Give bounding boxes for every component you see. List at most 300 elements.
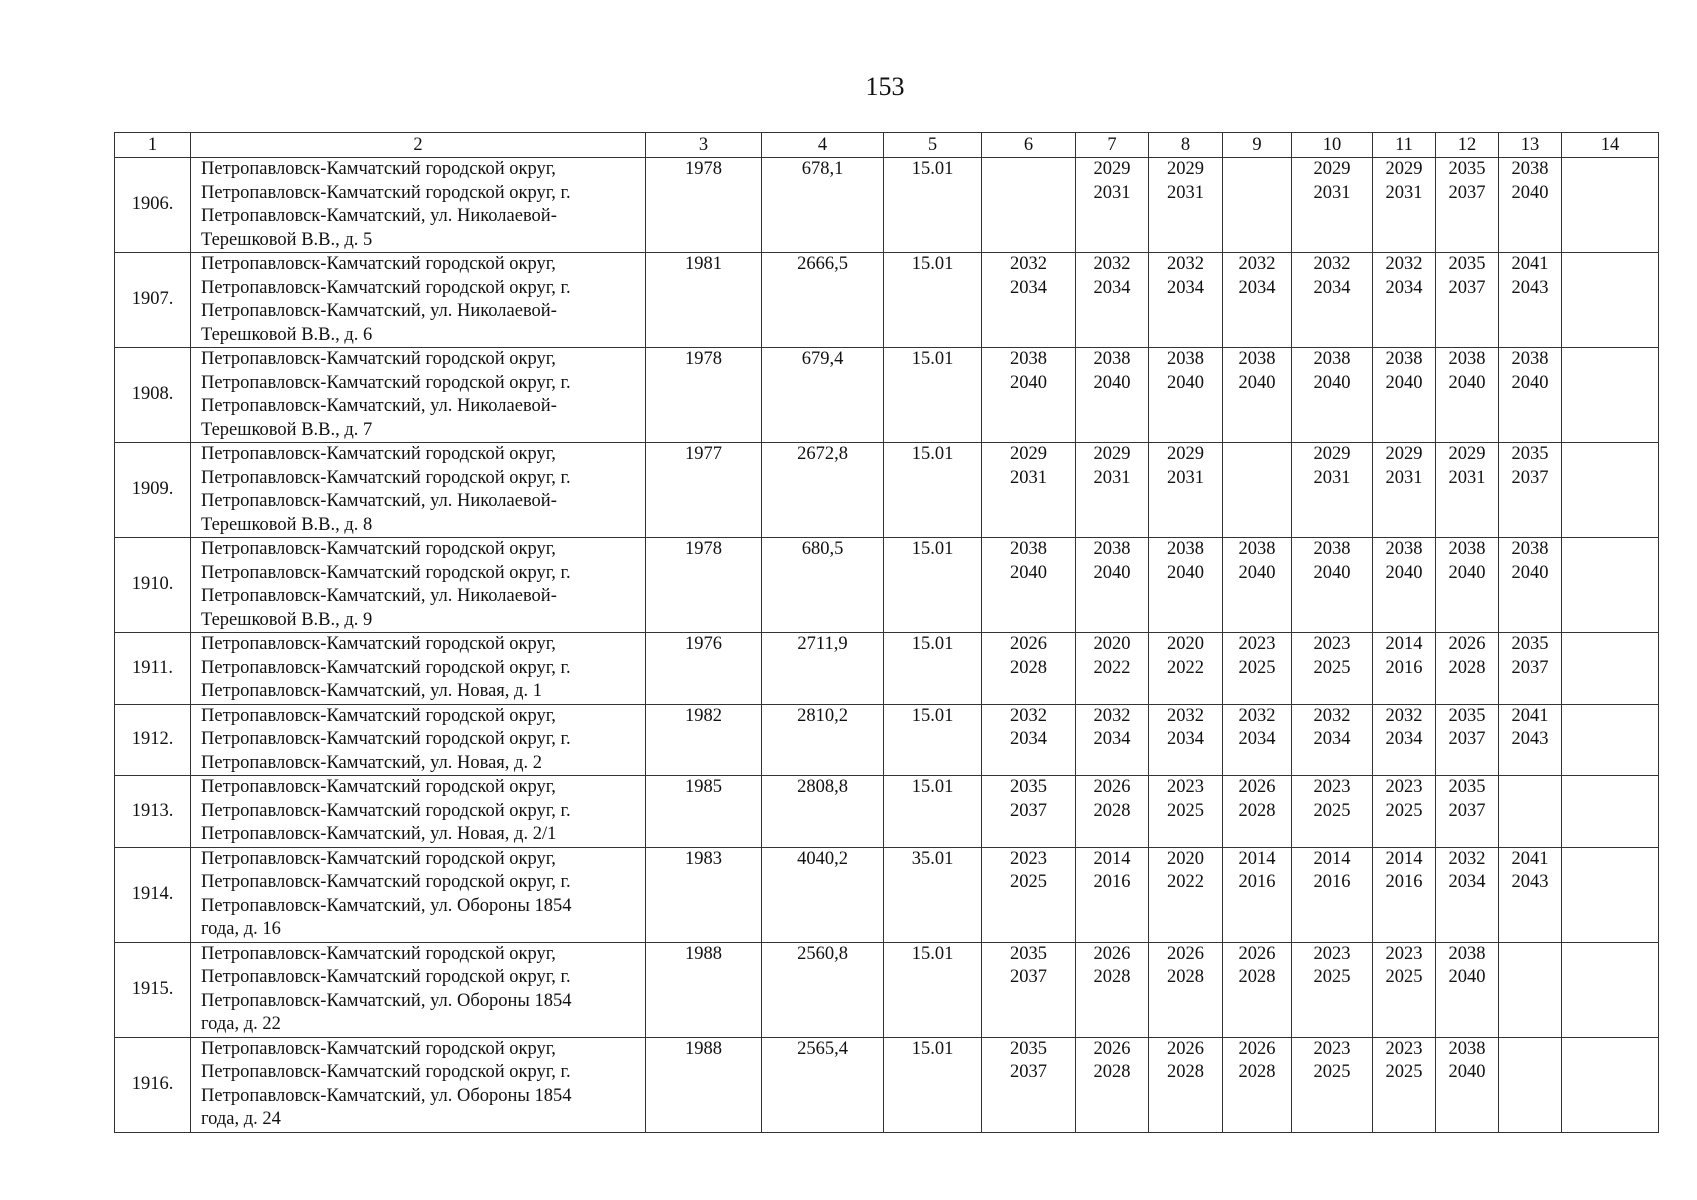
period-year: 2040	[1313, 372, 1351, 393]
period-cell	[1223, 443, 1292, 538]
address-line: Петропавловск-Камчатский городской округ, г.	[201, 1062, 571, 1082]
area-cell: 2808,8	[762, 776, 884, 848]
year-built-cell: 1976	[646, 633, 762, 705]
address-line: Петропавловск-Камчатский, ул. Николаевой-	[201, 491, 557, 511]
address-line: Петропавловск-Камчатский городской округ, г.	[201, 967, 571, 987]
year-built-cell: 1988	[646, 1037, 762, 1132]
column-header: 3	[646, 133, 762, 158]
column-header: 1	[115, 133, 191, 158]
period-year: 2034	[1385, 277, 1423, 298]
period-cell	[1292, 253, 1373, 348]
period-cell	[1436, 158, 1499, 253]
address-line: Петропавловск-Камчатский городской округ, г.	[201, 467, 571, 488]
page-number: 153	[865, 72, 905, 101]
period-year: 2031	[1167, 182, 1204, 203]
period-cell	[982, 776, 1076, 848]
period-cell	[1562, 776, 1659, 848]
area-cell: 2565,4	[762, 1037, 884, 1132]
row-number: 1909.	[115, 443, 191, 538]
period-year: 2038	[1385, 539, 1423, 559]
period-year: 2029	[1093, 444, 1131, 464]
period-cell	[1292, 443, 1373, 538]
period-cell	[1149, 158, 1223, 253]
period-year: 2022	[1093, 657, 1131, 678]
address-line: Петропавловск-Камчатский, ул. Николаевой-	[201, 586, 557, 606]
table-row	[115, 158, 1659, 253]
period-year: 2040	[1010, 562, 1047, 583]
code-cell: 15.01	[884, 1037, 982, 1132]
period-year: 2022	[1167, 872, 1204, 892]
table-body	[115, 158, 1659, 1133]
period-cell	[1499, 348, 1562, 443]
year-built-cell: 1985	[646, 776, 762, 848]
period-cell	[1076, 538, 1149, 633]
period-cell	[1149, 253, 1223, 348]
period-year: 2023	[1167, 777, 1204, 797]
period-year: 2028	[1238, 1062, 1276, 1082]
period-cell	[1499, 942, 1562, 1037]
period-cell	[1562, 443, 1659, 538]
period-year: 2038	[1385, 349, 1423, 369]
period-year: 2040	[1238, 562, 1276, 583]
period-year: 2034	[1313, 729, 1351, 749]
period-cell	[1076, 1037, 1149, 1132]
period-year: 2037	[1511, 467, 1549, 488]
period-cell	[1499, 253, 1562, 348]
period-year: 2040	[1385, 372, 1423, 393]
period-cell	[1562, 633, 1659, 705]
period-year: 2025	[1313, 657, 1351, 678]
period-year: 2020	[1093, 634, 1131, 654]
period-year: 2028	[1010, 657, 1047, 678]
period-year: 2026	[1093, 943, 1131, 964]
period-year: 2025	[1385, 800, 1423, 821]
row-number: 1911.	[115, 633, 191, 705]
period-year: 2028	[1093, 1062, 1131, 1082]
year-built-cell: 1978	[646, 538, 762, 633]
area-cell: 2711,9	[762, 633, 884, 705]
period-cell	[1436, 538, 1499, 633]
period-year: 2023	[1313, 1038, 1351, 1059]
period-cell	[1499, 538, 1562, 633]
period-cell	[1373, 776, 1436, 848]
period-year: 2029	[1167, 159, 1204, 179]
area-cell: 2560,8	[762, 942, 884, 1037]
period-year: 2031	[1385, 182, 1423, 203]
period-year: 2023	[1385, 777, 1423, 797]
period-cell	[1223, 253, 1292, 348]
table-row	[115, 443, 1659, 538]
period-year: 2032	[1385, 254, 1423, 274]
address-line: Петропавловск-Камчатский городской округ, г.	[201, 729, 571, 749]
period-year: 2034	[1093, 729, 1131, 749]
period-cell	[1562, 348, 1659, 443]
period-year: 2034	[1238, 277, 1276, 298]
period-year: 2040	[1010, 372, 1047, 393]
period-year: 2031	[1093, 182, 1131, 203]
period-year: 2025	[1238, 657, 1276, 678]
period-year: 2041	[1511, 848, 1549, 869]
period-year: 2031	[1093, 467, 1131, 488]
period-year: 2034	[1010, 729, 1047, 749]
address-line: Петропавловск-Камчатский городской округ, г.	[201, 800, 571, 821]
period-year: 2032	[1010, 705, 1047, 726]
period-cell	[982, 704, 1076, 776]
period-cell	[1373, 443, 1436, 538]
address-line: Петропавловск-Камчатский городской округ,	[201, 539, 556, 559]
address-cell	[191, 633, 646, 705]
period-year: 2032	[1093, 254, 1131, 274]
period-year: 2038	[1238, 539, 1276, 559]
period-year: 2031	[1313, 467, 1351, 488]
address-cell	[191, 538, 646, 633]
period-cell	[1373, 633, 1436, 705]
address-line: Петропавловск-Камчатский городской округ,	[201, 943, 556, 964]
period-year: 2034	[1093, 277, 1131, 298]
period-year: 2014	[1385, 848, 1423, 869]
period-cell	[1076, 348, 1149, 443]
period-cell	[1562, 704, 1659, 776]
address-line: Петропавловск-Камчатский, ул. Обороны 1854	[201, 990, 572, 1011]
row-number: 1907.	[115, 253, 191, 348]
housing-register-table	[114, 132, 1659, 1133]
address-cell	[191, 704, 646, 776]
code-cell: 15.01	[884, 633, 982, 705]
address-line: Петропавловск-Камчатский городской округ, г.	[201, 562, 571, 583]
period-year: 2016	[1385, 872, 1423, 892]
period-year: 2020	[1167, 634, 1204, 654]
period-year: 2041	[1511, 705, 1549, 726]
table-row	[115, 847, 1659, 942]
year-built-cell: 1982	[646, 704, 762, 776]
address-line: Петропавловск-Камчатский, ул. Николаевой-	[201, 301, 557, 321]
period-year: 2040	[1448, 372, 1486, 393]
period-year: 2025	[1313, 800, 1351, 821]
table-row	[115, 348, 1659, 443]
code-cell: 15.01	[884, 158, 982, 253]
period-cell	[982, 942, 1076, 1037]
period-year: 2037	[1010, 1062, 1047, 1082]
period-year: 2016	[1313, 872, 1351, 892]
period-year: 2038	[1167, 539, 1204, 559]
period-cell	[1562, 158, 1659, 253]
address-line: Терешковой В.В., д. 6	[201, 324, 373, 345]
period-year: 2026	[1167, 1038, 1204, 1059]
period-cell	[1149, 847, 1223, 942]
address-cell	[191, 942, 646, 1037]
period-cell	[1499, 847, 1562, 942]
period-cell	[1436, 443, 1499, 538]
period-year: 2035	[1010, 1038, 1047, 1059]
area-cell: 2810,2	[762, 704, 884, 776]
address-line: Петропавловск-Камчатский городской округ,	[201, 1038, 556, 1059]
period-cell	[1436, 847, 1499, 942]
address-line: Петропавловск-Камчатский, ул. Новая, д. 2/1	[201, 824, 557, 844]
period-year: 2035	[1448, 777, 1486, 797]
address-line: Петропавловск-Камчатский городской округ,	[201, 349, 556, 369]
period-cell	[1292, 538, 1373, 633]
period-cell	[1436, 348, 1499, 443]
period-cell	[1076, 158, 1149, 253]
address-line: Петропавловск-Камчатский городской округ,	[201, 159, 556, 179]
period-year: 2038	[1238, 349, 1276, 369]
period-cell	[1562, 253, 1659, 348]
area-cell: 2672,8	[762, 443, 884, 538]
address-line: Петропавловск-Камчатский городской округ, г.	[201, 277, 571, 298]
address-cell	[191, 348, 646, 443]
period-year: 2031	[1010, 467, 1047, 488]
period-cell	[1223, 704, 1292, 776]
area-cell: 2666,5	[762, 253, 884, 348]
column-header: 14	[1562, 133, 1659, 158]
table-row	[115, 538, 1659, 633]
table-row	[115, 776, 1659, 848]
period-year: 2038	[1448, 1038, 1486, 1059]
address-line: Петропавловск-Камчатский городской округ,	[201, 848, 556, 869]
period-cell	[1436, 942, 1499, 1037]
period-year: 2038	[1010, 539, 1047, 559]
period-cell	[1076, 443, 1149, 538]
period-cell	[982, 633, 1076, 705]
period-year: 2038	[1313, 349, 1351, 369]
period-year: 2028	[1238, 967, 1276, 987]
year-built-cell: 1978	[646, 158, 762, 253]
row-number: 1908.	[115, 348, 191, 443]
period-cell	[1562, 847, 1659, 942]
address-cell	[191, 776, 646, 848]
year-built-cell: 1983	[646, 847, 762, 942]
period-year: 2038	[1093, 349, 1131, 369]
period-year: 2035	[1511, 634, 1549, 654]
period-cell	[1149, 704, 1223, 776]
address-line: Петропавловск-Камчатский, ул. Новая, д. 2	[201, 752, 542, 773]
period-year: 2034	[1238, 729, 1276, 749]
period-year: 2034	[1167, 729, 1204, 749]
year-built-cell: 1988	[646, 942, 762, 1037]
period-cell	[1499, 1037, 1562, 1132]
period-cell	[1223, 847, 1292, 942]
column-header: 8	[1149, 133, 1223, 158]
row-number: 1913.	[115, 776, 191, 848]
code-cell: 15.01	[884, 348, 982, 443]
period-cell	[1373, 253, 1436, 348]
period-year: 2032	[1238, 254, 1276, 274]
address-line: года, д. 22	[201, 1014, 281, 1034]
column-number-header-row	[115, 133, 1659, 158]
period-year: 2025	[1010, 872, 1047, 892]
period-year: 2014	[1238, 848, 1276, 869]
column-header: 10	[1292, 133, 1373, 158]
period-cell	[1292, 704, 1373, 776]
period-year: 2029	[1010, 444, 1047, 464]
period-cell	[982, 1037, 1076, 1132]
column-header: 9	[1223, 133, 1292, 158]
period-cell	[1373, 847, 1436, 942]
address-line: Петропавловск-Камчатский городской округ, г.	[201, 372, 571, 393]
period-cell	[1223, 538, 1292, 633]
address-line: года, д. 16	[201, 919, 281, 939]
address-line: Терешковой В.В., д. 8	[201, 514, 373, 535]
period-year: 2034	[1385, 729, 1423, 749]
period-year: 2035	[1511, 444, 1549, 464]
period-cell	[1373, 942, 1436, 1037]
period-cell	[1562, 1037, 1659, 1132]
period-cell	[1076, 942, 1149, 1037]
address-cell	[191, 1037, 646, 1132]
period-year: 2023	[1238, 634, 1276, 654]
period-year: 2040	[1448, 967, 1486, 987]
address-line: Петропавловск-Камчатский, ул. Новая, д. 1	[201, 681, 542, 701]
year-built-cell: 1981	[646, 253, 762, 348]
address-line: Петропавловск-Камчатский городской округ,	[201, 444, 556, 464]
period-year: 2016	[1238, 872, 1276, 892]
period-cell	[1149, 942, 1223, 1037]
period-cell	[1499, 704, 1562, 776]
code-cell: 15.01	[884, 253, 982, 348]
period-year: 2038	[1010, 349, 1047, 369]
year-built-cell: 1978	[646, 348, 762, 443]
code-cell: 15.01	[884, 942, 982, 1037]
period-year: 2031	[1448, 467, 1486, 488]
period-year: 2026	[1167, 943, 1204, 964]
period-year: 2040	[1448, 562, 1486, 583]
period-year: 2040	[1511, 182, 1549, 203]
period-year: 2023	[1313, 777, 1351, 797]
address-line: Петропавловск-Камчатский, ул. Николаевой-	[201, 206, 557, 226]
code-cell: 15.01	[884, 443, 982, 538]
period-year: 2029	[1093, 159, 1131, 179]
address-line: Петропавловск-Камчатский городской округ, г.	[201, 872, 571, 892]
period-year: 2037	[1010, 800, 1047, 821]
period-year: 2026	[1448, 634, 1486, 654]
period-cell	[1076, 633, 1149, 705]
area-cell: 4040,2	[762, 847, 884, 942]
period-cell	[1149, 1037, 1223, 1132]
period-cell	[982, 443, 1076, 538]
period-year: 2032	[1238, 705, 1276, 726]
period-cell	[1223, 776, 1292, 848]
row-number: 1912.	[115, 704, 191, 776]
address-cell	[191, 158, 646, 253]
area-cell: 678,1	[762, 158, 884, 253]
column-header: 13	[1499, 133, 1562, 158]
period-cell	[1149, 348, 1223, 443]
period-year: 2034	[1010, 277, 1047, 298]
period-year: 2040	[1511, 562, 1549, 583]
period-year: 2032	[1093, 705, 1131, 726]
period-year: 2043	[1511, 872, 1549, 892]
period-year: 2038	[1093, 539, 1131, 559]
period-year: 2022	[1167, 657, 1204, 678]
table-row	[115, 942, 1659, 1037]
column-header: 5	[884, 133, 982, 158]
period-year: 2014	[1313, 848, 1351, 869]
address-line: Петропавловск-Камчатский городской округ,	[201, 777, 556, 797]
period-year: 2034	[1167, 277, 1204, 298]
period-year: 2037	[1448, 182, 1486, 203]
address-line: Петропавловск-Камчатский, ул. Обороны 1854	[201, 1085, 572, 1106]
period-cell	[1149, 633, 1223, 705]
address-cell	[191, 443, 646, 538]
period-cell	[1436, 253, 1499, 348]
period-year: 2026	[1238, 943, 1276, 964]
code-cell: 15.01	[884, 704, 982, 776]
column-header: 4	[762, 133, 884, 158]
period-year: 2034	[1313, 277, 1351, 298]
period-year: 2032	[1010, 254, 1047, 274]
period-year: 2031	[1313, 182, 1351, 203]
period-year: 2038	[1511, 159, 1549, 179]
period-year: 2034	[1448, 872, 1486, 892]
period-year: 2026	[1238, 1038, 1276, 1059]
row-number: 1910.	[115, 538, 191, 633]
period-cell	[1499, 158, 1562, 253]
period-cell	[1149, 776, 1223, 848]
period-year: 2023	[1313, 634, 1351, 654]
period-cell	[1562, 538, 1659, 633]
period-cell	[1292, 1037, 1373, 1132]
period-year: 2025	[1167, 800, 1204, 821]
period-cell	[1223, 348, 1292, 443]
period-year: 2040	[1167, 372, 1204, 393]
period-cell	[1436, 776, 1499, 848]
table-row	[115, 704, 1659, 776]
area-cell: 680,5	[762, 538, 884, 633]
period-year: 2040	[1511, 372, 1549, 393]
address-line: Терешковой В.В., д. 9	[201, 609, 373, 630]
period-year: 2035	[1010, 777, 1047, 797]
period-year: 2016	[1385, 657, 1423, 678]
period-year: 2023	[1385, 943, 1423, 964]
address-cell	[191, 847, 646, 942]
code-cell: 35.01	[884, 847, 982, 942]
period-year: 2038	[1511, 539, 1549, 559]
period-year: 2028	[1238, 800, 1276, 821]
period-cell	[1373, 1037, 1436, 1132]
row-number: 1915.	[115, 942, 191, 1037]
period-year: 2025	[1385, 967, 1423, 987]
period-year: 2025	[1313, 1062, 1351, 1082]
period-year: 2037	[1448, 277, 1486, 298]
address-line: Терешковой В.В., д. 7	[201, 419, 373, 440]
period-cell	[1292, 776, 1373, 848]
period-cell	[1436, 1037, 1499, 1132]
period-year: 2035	[1448, 705, 1486, 726]
period-year: 2040	[1093, 562, 1131, 583]
period-year: 2043	[1511, 729, 1549, 749]
period-year: 2038	[1167, 349, 1204, 369]
period-year: 2037	[1448, 800, 1486, 821]
period-year: 2031	[1385, 467, 1423, 488]
period-year: 2029	[1385, 444, 1423, 464]
period-year: 2037	[1010, 967, 1047, 987]
period-year: 2023	[1010, 848, 1047, 869]
period-year: 2038	[1448, 349, 1486, 369]
period-year: 2023	[1313, 943, 1351, 964]
row-number: 1916.	[115, 1037, 191, 1132]
address-line: Петропавловск-Камчатский городской округ, г.	[201, 182, 571, 203]
period-year: 2040	[1448, 1062, 1486, 1082]
period-cell	[1076, 776, 1149, 848]
period-cell	[1149, 538, 1223, 633]
table-row	[115, 1037, 1659, 1132]
period-year: 2025	[1313, 967, 1351, 987]
period-year: 2041	[1511, 254, 1549, 274]
period-year: 2040	[1093, 372, 1131, 393]
period-year: 2020	[1167, 848, 1204, 869]
period-year: 2035	[1448, 254, 1486, 274]
row-number: 1906.	[115, 158, 191, 253]
